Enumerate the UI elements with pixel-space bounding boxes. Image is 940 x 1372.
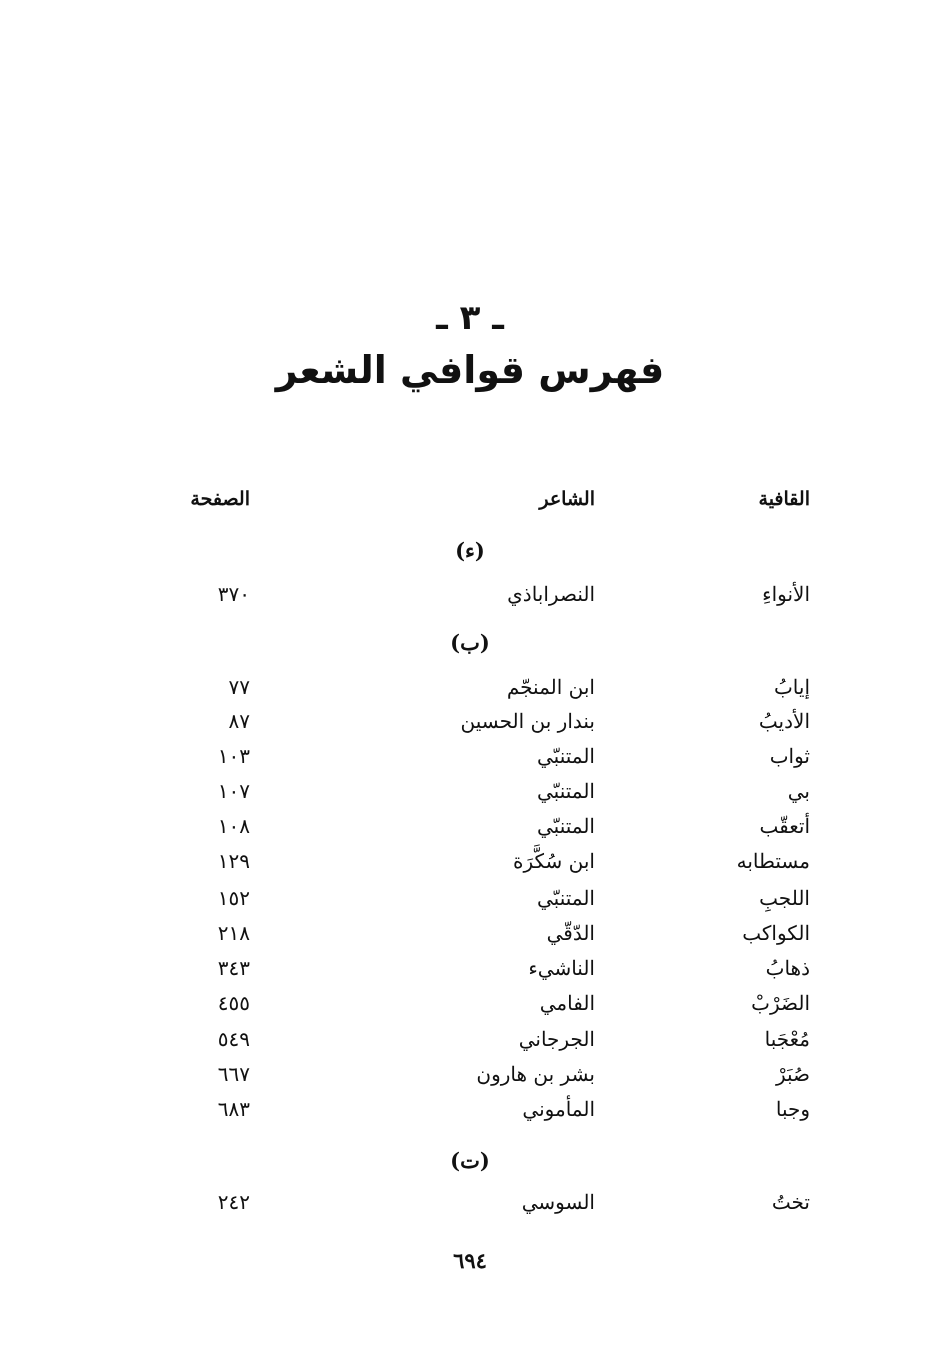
entry-page: ١٠٧ — [217, 779, 250, 803]
entry-page: ٧٧ — [228, 675, 250, 699]
entry-poet: ابن المنجّم — [506, 675, 595, 699]
entry-page: ٣٤٣ — [217, 956, 250, 980]
page-number: ٦٩٤ — [453, 1248, 487, 1273]
entry-rhyme: الأديبُ — [758, 709, 810, 733]
entry-poet: المتنبّي — [537, 886, 595, 910]
entry-page: ٢١٨ — [217, 921, 250, 945]
entry-poet: الدّقّي — [546, 921, 595, 945]
section-number: ـ ٣ ـ — [436, 298, 504, 338]
entry-page: ١٢٩ — [217, 849, 250, 873]
entry-page: ٣٧٠ — [217, 582, 250, 606]
entry-rhyme: ذهابُ — [765, 956, 810, 980]
entry-page: ٨٧ — [228, 709, 250, 733]
entry-poet: المتنبّي — [537, 779, 595, 803]
entry-poet: بندار بن الحسين — [460, 709, 595, 733]
entry-rhyme: صُبَرْ — [775, 1062, 810, 1086]
group-letter-ta: (ت) — [450, 1148, 490, 1173]
group-letter-hamza: (ء) — [455, 538, 485, 563]
entry-poet: المتنبّي — [537, 814, 595, 838]
header-poet: الشاعر — [539, 488, 595, 510]
entry-poet: ابن سُكَّرَة — [512, 849, 595, 873]
entry-poet: المأموني — [522, 1097, 595, 1121]
entry-poet: السوسي — [521, 1190, 595, 1214]
entry-page: ١٠٨ — [217, 814, 250, 838]
entry-rhyme: اللجبِ — [759, 886, 810, 910]
entry-rhyme: مُعْجَبا — [764, 1027, 810, 1051]
entry-poet: بشر بن هارون — [476, 1062, 595, 1086]
index-title: فهرس قوافي الشعر — [275, 348, 665, 392]
entry-rhyme: الضَرْبْ — [751, 991, 810, 1015]
entry-rhyme: إيابُ — [773, 675, 810, 699]
entry-rhyme: الأنواءِ — [762, 582, 810, 606]
entry-rhyme: تختُ — [771, 1190, 810, 1214]
entry-rhyme: ثواب — [769, 744, 810, 768]
entry-poet: الجرجاني — [518, 1027, 595, 1051]
entry-poet: المتنبّي — [537, 744, 595, 768]
entry-page: ٤٥٥ — [217, 991, 250, 1015]
entry-rhyme: مستطابه — [736, 849, 810, 873]
entry-rhyme: أتعقّب — [759, 814, 810, 838]
entry-rhyme: الكواكب — [742, 921, 810, 945]
entry-poet: الناشيء — [528, 956, 595, 980]
entry-poet: الفامي — [539, 991, 595, 1015]
header-page: الصفحة — [190, 488, 250, 510]
entry-page: ٢٤٢ — [217, 1190, 250, 1214]
entry-poet: النصراباذي — [507, 582, 595, 606]
entry-page: ١٥٢ — [217, 886, 250, 910]
entry-page: ٦٨٣ — [217, 1097, 250, 1121]
entry-rhyme: وجبا — [775, 1097, 810, 1121]
entry-page: ١٠٣ — [217, 744, 250, 768]
entry-page: ٥٤٩ — [217, 1027, 250, 1051]
header-rhyme: القافية — [758, 488, 810, 510]
entry-page: ٦٦٧ — [217, 1062, 250, 1086]
entry-rhyme: بي — [787, 779, 810, 803]
group-letter-ba: (ب) — [450, 630, 490, 655]
